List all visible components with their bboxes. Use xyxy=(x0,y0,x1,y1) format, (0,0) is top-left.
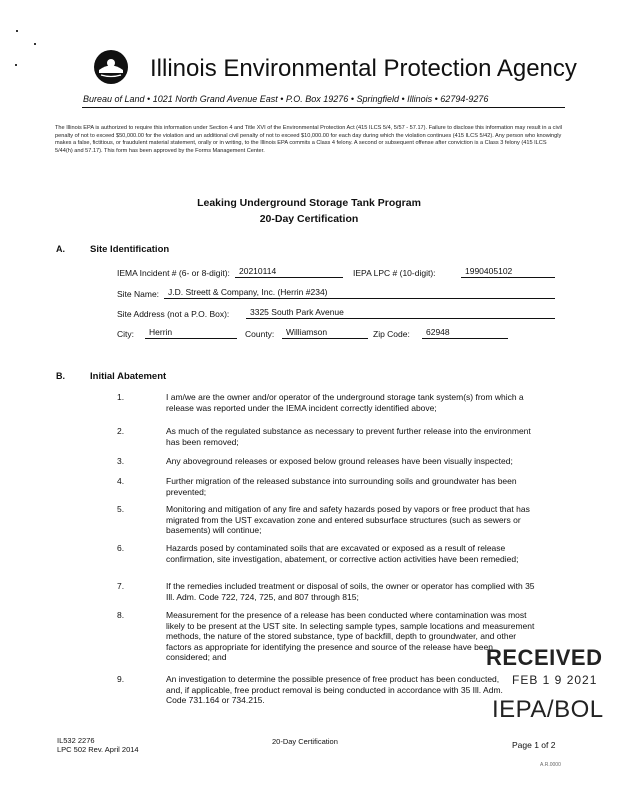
certification-item: If the remedies included treatment or disposal of soils, the owner or operator has complied with 35 Ill. Adm. Code 722, 724, 725, and 807 through 815; xyxy=(166,581,535,602)
iema-incident-label: IEMA Incident # (6- or 8-digit): xyxy=(117,268,230,278)
program-title: Leaking Underground Storage Tank Program xyxy=(197,197,421,209)
received-org: IEPA/BOL xyxy=(492,696,604,723)
certification-item: Hazards posed by contaminated soils that are excavated or exposed as a result of release confirmation, site investigation, abatement, or corrective action activities have been remedied; xyxy=(166,543,519,564)
county-field[interactable]: Williamson xyxy=(282,327,368,339)
received-stamp: RECEIVED xyxy=(486,645,603,670)
footer-title: 20-Day Certification xyxy=(272,737,338,746)
document-mark: A.R.0000 xyxy=(540,762,561,768)
form-title: 20-Day Certification xyxy=(259,213,359,225)
agency-address: Bureau of Land • 1021 North Grand Avenue East • P.O. Box 19276 • Springfield • Illinois • 62794-9276 xyxy=(83,94,489,104)
item-number: 7. xyxy=(117,581,125,591)
zip-code-field[interactable]: 62948 xyxy=(422,327,508,339)
certification-item: An investigation to determine the possible presence of free product has been conducted, and, if applicable, free product removal is being conducted in accordance with 35 Ill. Adm. Code 731.164 or 734.215. xyxy=(166,674,503,705)
item-number: 1. xyxy=(117,392,125,402)
certification-item: Further migration of the released substance into surrounding soils and groundwater has been prevented; xyxy=(166,476,517,497)
agency-seal-icon xyxy=(94,50,128,84)
site-name-field[interactable]: J.D. Streett & Company, Inc. (Herrin #234) xyxy=(164,287,555,299)
site-address-field[interactable]: 3325 South Park Avenue xyxy=(246,307,555,319)
zip-code-label: Zip Code: xyxy=(373,329,410,339)
item-number: 3. xyxy=(117,456,125,466)
certification-item: Monitoring and mitigation of any fire and safety hazards posed by vapors or free product that has migrated from the UST excavation zone and entered subsurface structures (such as sewers or basements) will continue; xyxy=(166,504,530,535)
certification-item: Measurement for the presence of a release has been conducted where contamination was most likely to be present at the UST site. In selecting sample types, sample locations and measurement methods, the nature of the stored substance, type of backfill, depth to groundwater, and other factors as appropriate for identifying the presence and source of the release have been considered; and xyxy=(166,610,535,662)
page-number: Page 1 of 2 xyxy=(512,740,556,750)
item-number: 6. xyxy=(117,543,125,553)
certification-item: I am/we are the owner and/or operator of the underground storage tank system(s) from which a release was reported under the IEMA incident correctly identified above; xyxy=(166,392,524,413)
section-a-letter: A. xyxy=(56,244,65,254)
received-date: FEB 1 9 2021 xyxy=(512,673,598,687)
city-field[interactable]: Herrin xyxy=(145,327,237,339)
certification-item: Any aboveground releases or exposed below ground releases have been visually inspected; xyxy=(166,456,513,466)
scan-speck xyxy=(34,43,36,45)
county-label: County: xyxy=(245,329,275,339)
section-b-title: Initial Abatement xyxy=(90,371,167,382)
section-b-letter: B. xyxy=(56,371,65,381)
item-number: 5. xyxy=(117,504,125,514)
scan-speck xyxy=(16,30,18,32)
agency-name: Illinois Environmental Protection Agency xyxy=(150,55,577,82)
item-number: 9. xyxy=(117,674,125,684)
iepa-lpc-label: IEPA LPC # (10-digit): xyxy=(353,268,436,278)
header-divider xyxy=(82,107,565,108)
item-number: 4. xyxy=(117,476,125,486)
site-address-label: Site Address (not a P.O. Box): xyxy=(117,309,230,319)
section-a-title: Site Identification xyxy=(90,244,170,255)
iepa-lpc-field[interactable]: 1990405102 xyxy=(461,266,555,278)
iema-incident-field[interactable]: 20210114 xyxy=(235,266,343,278)
site-name-label: Site Name: xyxy=(117,289,160,299)
form-code: IL532 2276 xyxy=(57,736,95,745)
city-label: City: xyxy=(117,329,134,339)
legal-notice: The Illinois EPA is authorized to require this information under Section 4 and Title XVI of the Environmental Protection Act (415 ILCS 5/4, 5/57 - 57.17). Failure to disclose this information may result in a civil penalty of not to exceed $50,000.00 for the violation and an additional civil penalty of not to exceed $10,000.00 for each day during which the violation continues (415 ILCS 5/42). Any person who knowingly makes a false, fictitious, or fraudulent material statement, orally or in writing, to the Illinois EPA commits a Class 4 felony. A second or subsequent offense after conviction is a Class 3 felony (415 ILCS 5/44(h) and 57.17). This form has been approved by the Forms Management Center. xyxy=(55,125,563,154)
form-revision: LPC 502 Rev. April 2014 xyxy=(57,745,139,754)
item-number: 2. xyxy=(117,426,125,436)
scan-speck xyxy=(15,64,17,66)
item-number: 8. xyxy=(117,610,125,620)
certification-item: As much of the regulated substance as necessary to prevent further release into the environment has been removed; xyxy=(166,426,531,447)
